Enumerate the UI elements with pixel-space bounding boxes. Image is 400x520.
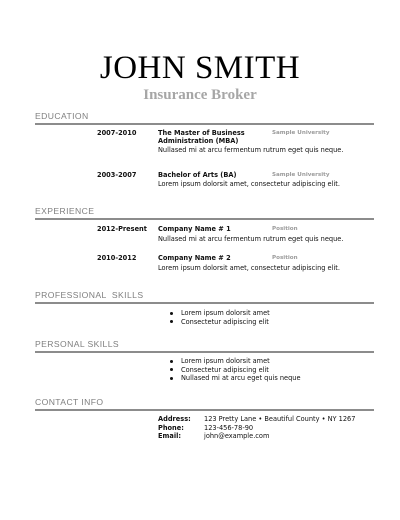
entry-description: Lorem ipsum dolorsit amet, consectetur adipiscing elit. bbox=[158, 180, 340, 188]
entry-position: Position bbox=[272, 226, 298, 232]
email-value: john@example.com bbox=[204, 432, 270, 441]
skill-text: Lorem ipsum dolorsit amet bbox=[181, 357, 270, 365]
section-heading: EXPERIENCE bbox=[35, 206, 95, 216]
entry-date: 2010-2012 bbox=[97, 254, 137, 262]
section-heading: EDUCATION bbox=[35, 111, 89, 121]
section-heading: PERSONAL SKILLS bbox=[35, 339, 120, 349]
contact-label: Address: bbox=[158, 415, 191, 423]
bullet-icon bbox=[170, 320, 173, 323]
list-item bbox=[168, 318, 270, 327]
list-item bbox=[168, 374, 301, 383]
list-item bbox=[168, 366, 301, 375]
bullet-icon bbox=[170, 312, 173, 315]
list-item bbox=[168, 309, 270, 318]
bullet-icon bbox=[170, 360, 173, 363]
entry-title: Company Name # 2 bbox=[158, 254, 231, 262]
list-item bbox=[168, 357, 301, 366]
job-title: Insurance Broker bbox=[143, 87, 257, 103]
entry-date: 2007-2010 bbox=[97, 129, 137, 137]
entry-description: Nullased mi at arcu fermentum rutrum eget quis neque. bbox=[158, 146, 344, 154]
skill-text: Lorem ipsum dolorsit amet bbox=[181, 309, 270, 317]
section-divider bbox=[35, 409, 374, 411]
section-divider bbox=[35, 123, 374, 125]
entry-position: Position bbox=[272, 255, 298, 261]
entry-title: Company Name # 1 bbox=[158, 225, 231, 233]
section-divider bbox=[35, 351, 374, 353]
entry-date: 2012-Present bbox=[97, 225, 147, 233]
entry-date: 2003-2007 bbox=[97, 171, 137, 179]
contact-label: Email: bbox=[158, 432, 181, 441]
entry-title: Bachelor of Arts (BA) bbox=[158, 171, 237, 179]
entry-description: Nullased mi at arcu fermentum rutrum eget quis neque. bbox=[158, 235, 344, 243]
bullet-icon bbox=[170, 377, 173, 380]
personal-skills-list bbox=[168, 357, 301, 383]
address-value: 123 Pretty Lane • Beautiful County • NY 1267 bbox=[204, 415, 356, 423]
section-divider bbox=[35, 218, 374, 220]
section-heading: PROFESSIONAL SKILLS bbox=[35, 290, 144, 300]
person-name: JOHN SMITH bbox=[99, 50, 301, 86]
entry-institution: Sample University bbox=[272, 130, 330, 136]
entry-institution: Sample University bbox=[272, 172, 330, 178]
entry-description: Lorem ipsum dolorsit amet, consectetur adipiscing elit. bbox=[158, 264, 340, 272]
section-heading: CONTACT INFO bbox=[35, 397, 104, 407]
skill-text: Consectetur adipiscing elit bbox=[181, 365, 269, 374]
skill-text: Consectetur adipiscing elit bbox=[181, 317, 269, 326]
bullet-icon bbox=[170, 368, 173, 371]
section-divider bbox=[35, 302, 374, 304]
contact-label: Phone: bbox=[158, 423, 184, 432]
phone-value: 123-456-78-90 bbox=[204, 423, 254, 432]
entry-title: The Master of Business Administration (MBA) bbox=[158, 129, 245, 146]
professional-skills-list bbox=[168, 309, 270, 326]
skill-text: Nullased mi at arcu eget quis neque bbox=[181, 374, 301, 383]
